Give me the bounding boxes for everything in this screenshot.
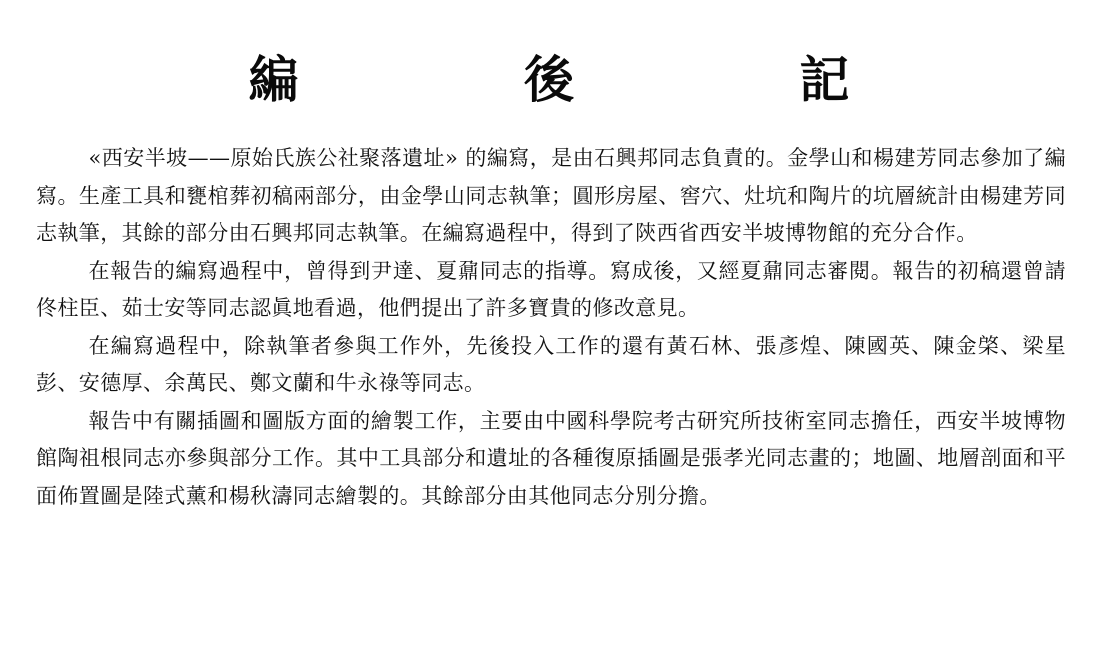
body-text xyxy=(36,140,1066,515)
paragraph-illustrations: 報告中有關插圖和圖版方面的繪製工作，主要由中國科學院考古研究所技術室同志擔任，西安半坡博物館陶祖根同志亦參與部分工作。其中工具部分和遺址的各種復原插圖是張孝光同志畫的；地圖、地層剖面和平面佈置圖是陸式薰和楊秋濤同志繪製的。其餘部分由其他同志分別分擔。 xyxy=(36,408,1066,508)
paragraph-guidance: 在報告的編寫過程中，曾得到尹達、夏鼐同志的指導。寫成後，又經夏鼐同志審閱。報告的初稿還曾請佟柱臣、茹士安等同志認眞地看過，他們提出了許多寶貴的修改意見。 xyxy=(36,258,1066,320)
page-title: 編 後 記 xyxy=(248,50,954,109)
paragraph-participants: 在編寫過程中，除執筆者參與工作外，先後投入工作的還有黃石林、張彥煌、陳國英、陳金棨、梁星彭、安德厚、余萬民、鄭文蘭和牛永祿等同志。 xyxy=(36,333,1066,395)
paragraph-authorship: «西安半坡——原始氏族公社聚落遺址» 的編寫，是由石興邦同志負責的。金學山和楊建芳同志參加了編寫。生產工具和甕棺葬初稿兩部分，由金學山同志執筆；圓形房屋、窖穴、灶坑和陶片的坑層統計由楊建芳同志執筆，其餘的部分由石興邦同志執筆。在編寫過程中，得到了陝西省西安半坡博物館的充分合作。 xyxy=(36,146,1066,245)
